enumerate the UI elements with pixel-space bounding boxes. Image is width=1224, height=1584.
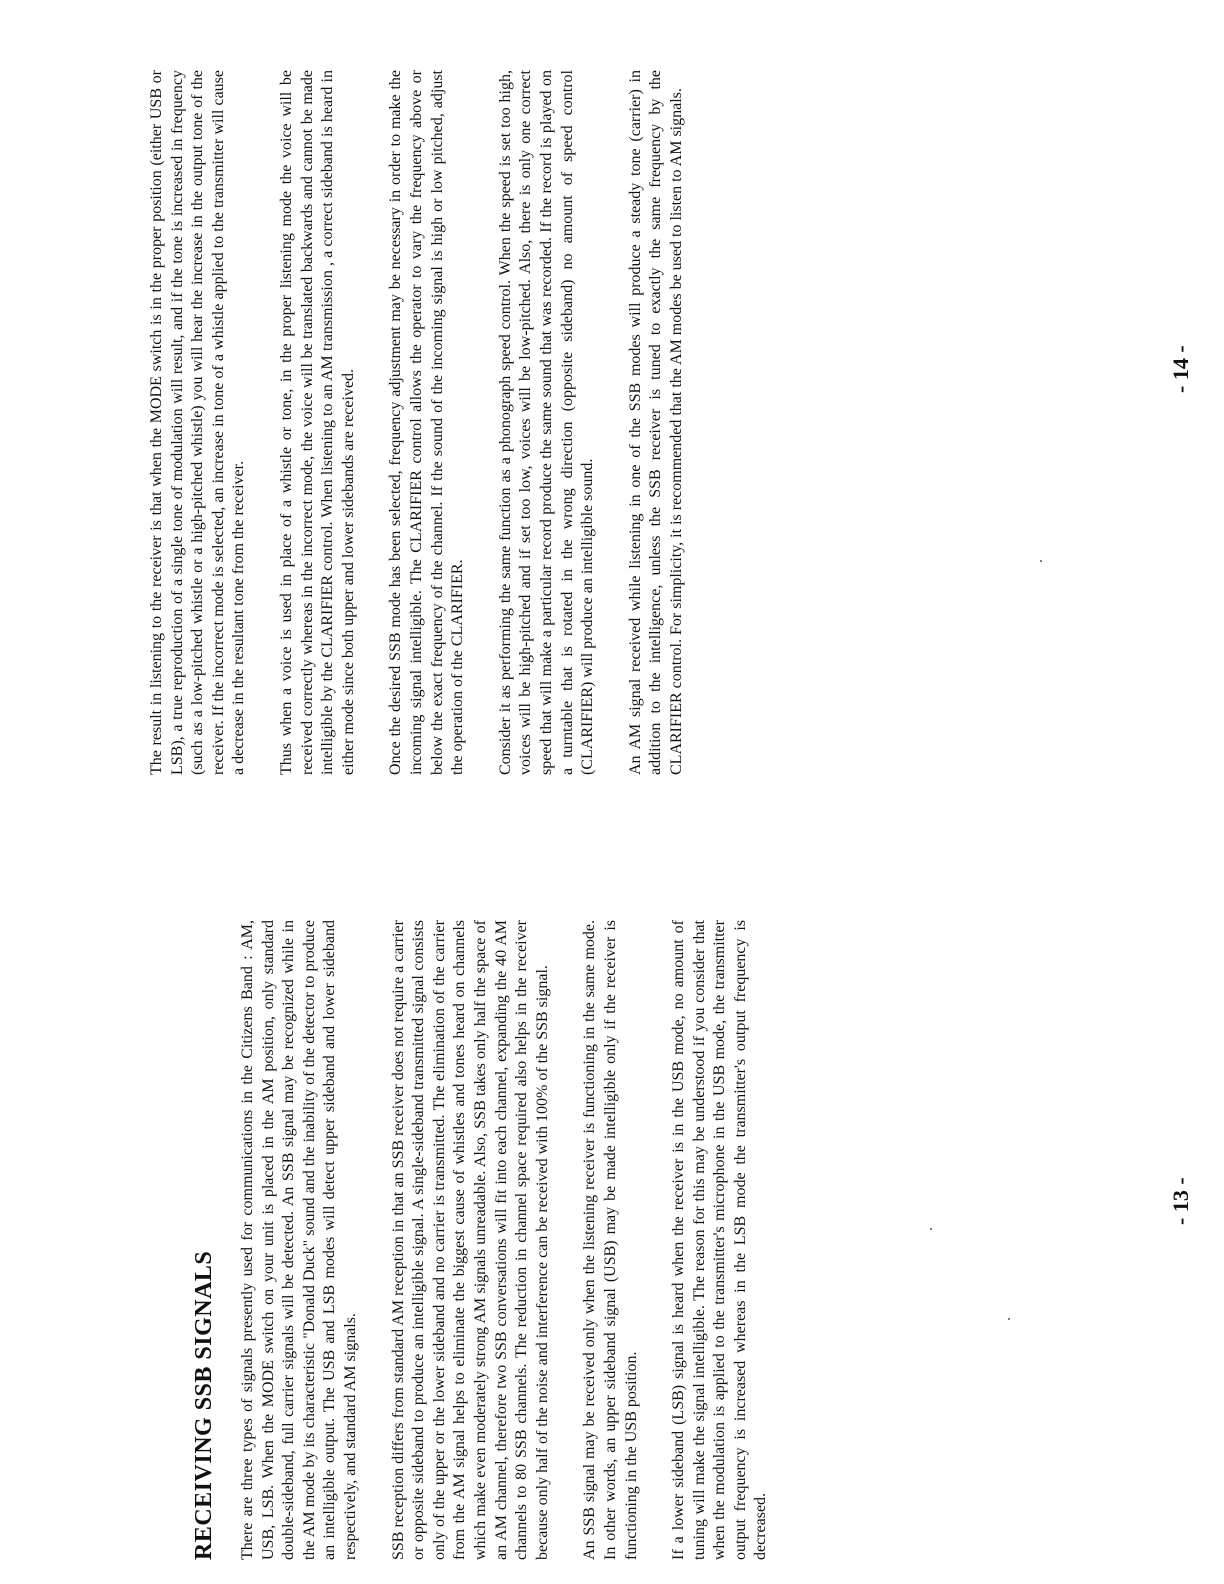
section-heading: RECEIVING SSB SIGNALS — [191, 1250, 217, 1560]
page-13-column — [190, 920, 772, 1560]
paragraph: There are three types of signals presently used for communications in the Citizens Band : AM, USB, LSB. When the MODE switch on your unit is placed in the AM position, only standard double-sideband, full carrier signals will be detected. An SSB signal may be recognized while in the AM mode by its characteristic "Donald Duck" sound and the inability of the detector to produce an intelligible output. The USB and LSB modes will detect upper sideband and lower sideband respectively, and standard AM signals. — [239, 920, 359, 1560]
page-14-column — [147, 70, 687, 775]
paragraph: Thus when a voice is used in place of a whistle or tone, in the proper listening mode the voice will be received correctly whereas in the incorrect mode, the voice will be translated backwards and cannot be made intelligible by the CLARIFIER control. When listening to an AM transmission , a correct sideband is heard in either mode since both upper and lower sidebands are received. — [277, 70, 357, 775]
paragraph: SSB reception differs from standard AM reception in that an SSB receiver does not require a carrier or opposite sideband to produce an intelligible signal. A single-sideband transmitted signal consists only of the upper or the lower sideband and no carrier is transmitted. The elimination of the carrier from the AM signal helps to eliminate the biggest cause of whistles and tones heard on channels which make even moderately strong AM signals unreadable. Also, SSB takes only half the space of an AM channel, therefore two SSB conversations will fit into each channel, expanding the 40 AM channels to 80 SSB channels. The reduction in channel space required also helps in the receiver because only half of the noise and interference can be received with 100% of the SSB signal. — [389, 920, 551, 1560]
page-number-13: - 13 - — [1168, 1177, 1193, 1225]
paragraph: An SSB signal may be received only when the listening receiver is functioning in the same mode. In other words, an upper sideband signal (USB) may be made intelligible only if the receiver is functioning in the USB position. — [581, 920, 640, 1560]
scan-speck — [930, 1228, 932, 1230]
paragraph: Consider it as performing the same function as a phonograph speed control. When the speed is set too high, voices will be high-pitched and if set too low, voices will be low-pitched. Also, there is only one correct speed that will make a particular record produce the same sound that was recorded. If the record is played on a turntable that is rotated in the wrong direction (opposite sideband) no amount of speed control (CLARIFIER) will produce an intelligible sound. — [496, 70, 597, 775]
scan-speck — [1008, 1318, 1010, 1320]
paragraph: If a lower sideband (LSB) signal is heard when the receiver is in the USB mode, no amount of tuning will make the signal intelligible. The reason for this may be understood if you consider that when the modulation is applied to the transmitter's microphone in the USB mode, the transmitter output frequency is increased whereas in the LSB mode the transmitter's output frequency is decreased. — [670, 920, 770, 1560]
paragraph: The result in listening to the receiver is that when the MODE switch is in the proper position (either USB or LSB), a true reproduction of a single tone of modulation will result, and if the tone is increased in frequency (such as a low-pitched whistle or a high-pitched whistle) you will hear the increase in the output tone of the receiver. If the incorrect mode is selected, an increase in tone of a whistle applied to the transmitter will cause a decrease in the resultant tone from the receiver. — [148, 70, 248, 775]
paragraph: Once the desired SSB mode has been selected, frequency adjustment may be necessary in order to make the incoming signal intelligible. The CLARIFIER control allows the operator to vary the frequency above or below the exact frequency of the channel. If the sound of the incoming signal is high or low pitched, adjust the operation of the CLARIFIER. — [387, 70, 467, 775]
page-number-14: - 14 - — [1168, 345, 1193, 393]
paragraph: An AM signal received while listening in one of the SSB modes will produce a steady tone (carrier) in addition to the intelligence, unless the SSB receiver is tuned to exactly the same frequency by the CLARIFIER control. For simplicity, it is recommended that the AM modes be used to listen to AM signals. — [626, 70, 685, 775]
scan-speck — [1040, 560, 1042, 562]
